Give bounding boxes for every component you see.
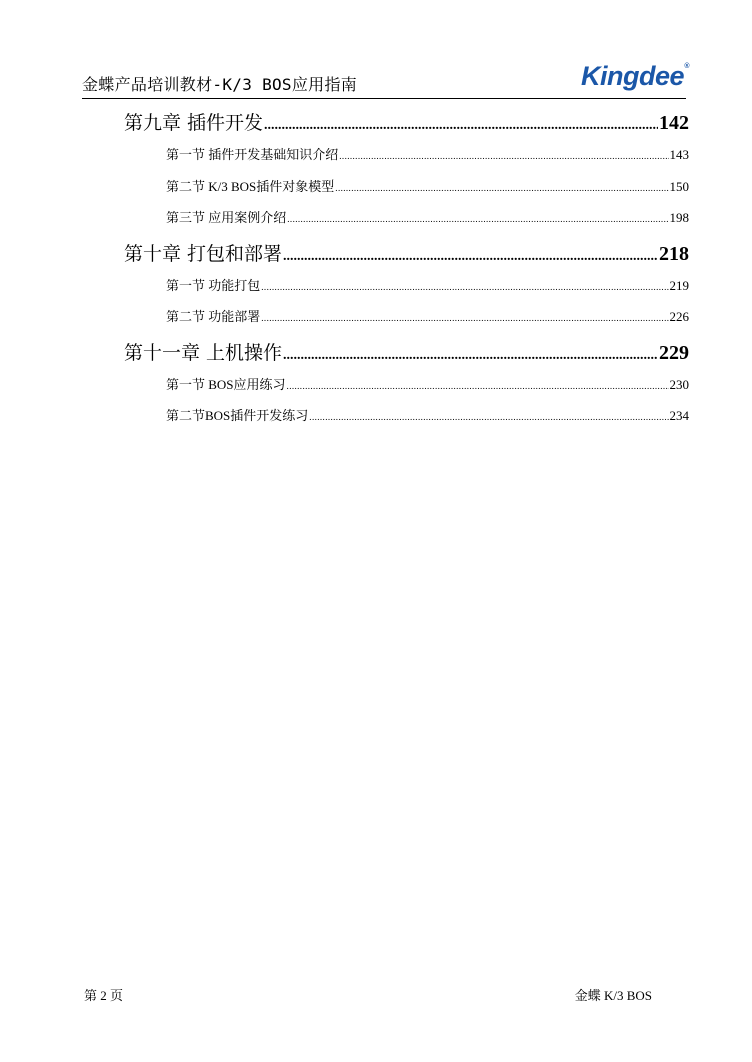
toc-section[interactable] [166, 270, 689, 302]
toc-chapter-10[interactable] [124, 238, 689, 270]
page-header [82, 58, 689, 99]
chapter-title: 第九章 插件开发 [124, 112, 264, 134]
dot-leader [287, 204, 668, 236]
section-title: 第二节 功能部署 [166, 309, 261, 324]
kingdee-logo [580, 61, 689, 92]
section-page-number: 198 [669, 210, 689, 225]
chapter-title: 第十章 打包和部署 [124, 242, 283, 265]
toc-section[interactable] [166, 139, 689, 171]
section-title: 第二节BOS插件开发练习 [166, 408, 309, 423]
header-title: 金蝶产品培训教材-K/3 BOS应用指南 [82, 75, 358, 94]
section-page-number: 219 [669, 277, 689, 293]
toc-section[interactable] [166, 301, 689, 333]
section-title: 第二节 K/3 BOS插件对象模型 [166, 178, 335, 194]
section-title: 第一节 功能打包 [166, 277, 261, 293]
footer-page-number: 第 2 页 [84, 988, 124, 1003]
logo-text: Kingdee [580, 61, 684, 91]
section-page-number: 226 [669, 309, 689, 324]
section-title: 第三节 应用案例介绍 [166, 210, 287, 225]
chapter-title: 第十一章 上机操作 [124, 341, 283, 364]
dot-leader [283, 340, 658, 372]
toc-section[interactable] [166, 369, 689, 401]
section-page-number: 150 [669, 178, 689, 194]
registered-mark: ® [684, 63, 689, 70]
dot-leader [309, 402, 668, 434]
toc-chapter-11[interactable] [124, 337, 689, 369]
toc-section[interactable] [166, 171, 689, 203]
section-title: 第一节 插件开发基础知识介绍 [166, 147, 339, 162]
toc-section[interactable] [166, 400, 689, 432]
toc-chapter-9[interactable] [124, 107, 689, 139]
section-page-number: 143 [669, 147, 689, 162]
dot-leader [335, 173, 668, 205]
section-page-number: 230 [669, 376, 689, 392]
section-page-number: 234 [669, 408, 689, 423]
dot-leader [261, 303, 668, 335]
dot-leader [283, 241, 658, 273]
chapter-page-number: 218 [659, 242, 689, 265]
dot-leader [264, 110, 658, 142]
chapter-page-number: 142 [659, 112, 689, 134]
dot-leader [287, 371, 669, 403]
section-title: 第一节 BOS应用练习 [166, 376, 286, 392]
table-of-contents [124, 107, 689, 432]
chapter-page-number: 229 [659, 341, 689, 364]
dot-leader [339, 141, 668, 173]
footer-product-name: 金蝶 K/3 BOS [574, 988, 652, 1003]
dot-leader [261, 272, 668, 304]
toc-section[interactable] [166, 202, 689, 234]
